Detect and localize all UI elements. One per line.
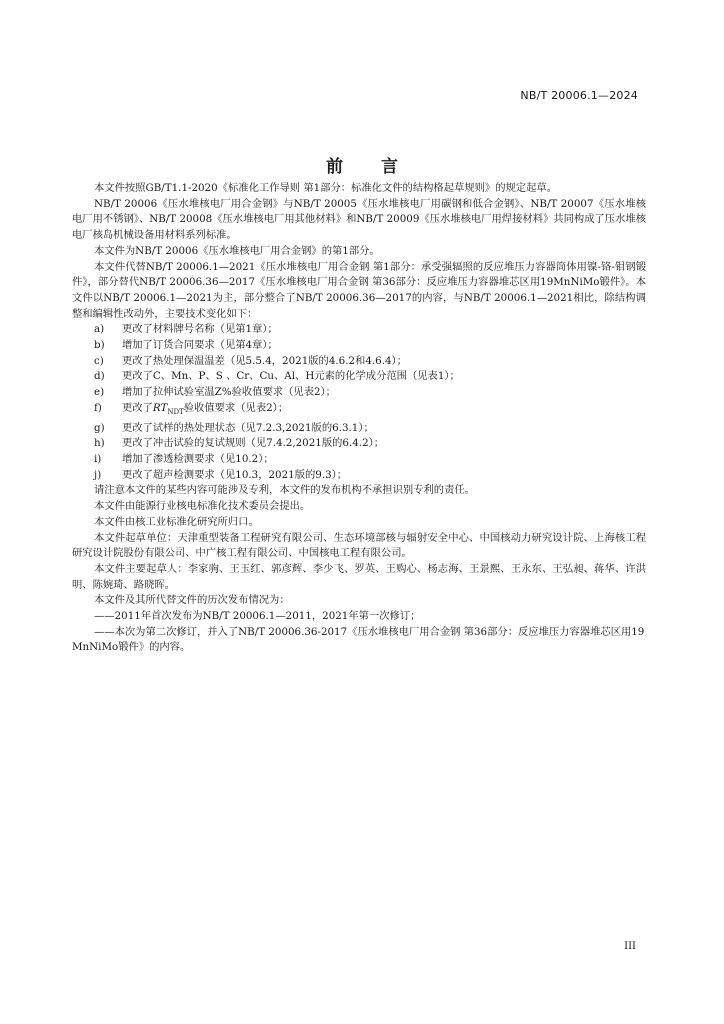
paragraph-drafting-units: 本文件起草单位：天津重型装备工程研究有限公司、生态环境部核与辐射安全中心、中国核动力研究设计院、上海核工程研究设计院股份有限公司、中广核工程有限公司、中国核电工程有限公司。 (72, 531, 646, 560)
list-item-text: 增加了订货合同要求（见第4章）； (122, 339, 278, 352)
paragraph-series-standards: NB/T 20006《压水堆核电厂用合金钢》与NB/T 20005《压水堆核电厂用碳钢和低合金钢》、NB/T 20007《压水堆核电厂用不锈钢》、NB/T 20008《压水堆核电厂用其他材料》和NB/T 20009《压水堆核电厂用焊接材料》共同构成了压水堆核电厂核岛机械设备用材料系列标准。 (72, 197, 646, 242)
list-item (72, 385, 646, 401)
paragraph-patent-notice: 请注意本文件的某些内容可能涉及专利，本文件的发布机构不承担识别专利的责任。 (94, 484, 475, 497)
paragraph-drafters: 本文件主要起草人：李家驹、王玉红、郭彦辉、李少飞、罗英、王购心、杨志海、王景熙、王永东、王弘昶、蒋华、许洪明、陈婉琦、路晓晖。 (72, 562, 646, 591)
paragraph-proposer: 本文件由能源行业核电标准化技术委员会提出。 (94, 500, 311, 513)
list-item-text: 更改了热处理保温温差（见5.5.4，2021版的4.6.2和4.6.4）； (122, 354, 407, 367)
list-item-label: a) (94, 323, 105, 336)
list-item-text: 更改了冲击试验的复试规则（见7.4.2,2021版的6.4.2）； (122, 437, 385, 450)
history-item: ——本次为第二次修订，并入了NB/T 20006.36-2017《压水堆核电厂用合金钢 第36部分：反应堆压力容器堆芯区用19MnNiMo锻件》的内容。 (72, 625, 645, 654)
list-item-text: 增加了拉伸试验室温Z%验收值要求（见表2）； (122, 386, 336, 399)
changes-list (72, 322, 646, 483)
list-item (72, 338, 646, 354)
list-item-text-before: 更改了 (122, 401, 153, 414)
list-item-label: h) (94, 437, 105, 450)
list-item-label: j) (94, 468, 102, 481)
list-item-label: d) (94, 370, 105, 383)
paragraph-part-one: 本文件为NB/T 20006《压水堆核电厂用合金钢》的第1部分。 (94, 244, 380, 257)
document-header-standard-number: NB/T 20006.1—2024 (520, 89, 638, 102)
page-number: III (624, 941, 636, 952)
list-item (72, 421, 646, 437)
paragraph-drafting-rules: 本文件按照GB/T1.1-2020《标准化工作导则 第1部分：标准化文件的结构格起草规则》的规定起草。 (94, 182, 557, 194)
list-item-text: 增加了渗透检测要求（见10.2）； (122, 453, 274, 465)
list-item (72, 468, 646, 484)
list-item-label: c) (94, 354, 104, 367)
list-item (72, 369, 646, 385)
history-item: ——2011年首次发布为NB/T 20006.1—2011，2021年第一次修订； (94, 610, 421, 623)
list-item-text: 更改了超声检测要求（见10.3，2021版的9.3）； (122, 468, 348, 481)
paragraph-history-intro: 本文件及其所代替文件的历次发布情况为： (94, 594, 290, 607)
list-item (72, 436, 646, 452)
paragraph-centralized-by: 本文件由核工业标准化研究所归口。 (94, 515, 259, 528)
list-item-text-after: 验收值要求（见表2）； (183, 401, 289, 414)
list-item-text: 更改了材料牌号名称（见第1章）； (122, 323, 278, 336)
page-title: 前言 (326, 157, 436, 177)
rt-symbol: RT (152, 401, 168, 414)
list-item-label: b) (94, 339, 105, 352)
paragraph-replacement: 本文件代替NB/T 20006.1—2021《压水堆核电厂用合金钢 第1部分：承受强辐照的反应堆压力容器筒体用镍-铬-钼钢锻件》，部分替代NB/T 20006.36—2017《压水堆核电厂用合金钢 第36部分：反应堆压力容器堆芯区用19MnNiMo锻件》。本文件以NB/T 20006.1—2021为主，部分整合了NB/T 20006.36—2017的内容，与NB/T 20006.1—2021相比，除结构调整和编辑性改动外，主要技术变化如下： (72, 260, 646, 320)
list-item-label: i) (94, 453, 102, 465)
list-item (72, 322, 646, 338)
list-item-text: 更改了C、Mn、P、S 、Cr、Cu、Al、H元素的化学成分范围（见表1）； (122, 370, 460, 383)
list-item-text: 更改了试样的热处理状态（见7.2.3,2021版的6.3.1）； (122, 421, 374, 434)
list-item (72, 401, 646, 421)
list-item (72, 354, 646, 370)
list-item (72, 452, 646, 468)
ndt-subscript: NDT (167, 407, 184, 416)
foreword-body (72, 181, 646, 656)
list-item-label: e) (94, 386, 105, 399)
list-item-label: f) (94, 401, 102, 414)
list-item-label: g) (94, 421, 105, 434)
